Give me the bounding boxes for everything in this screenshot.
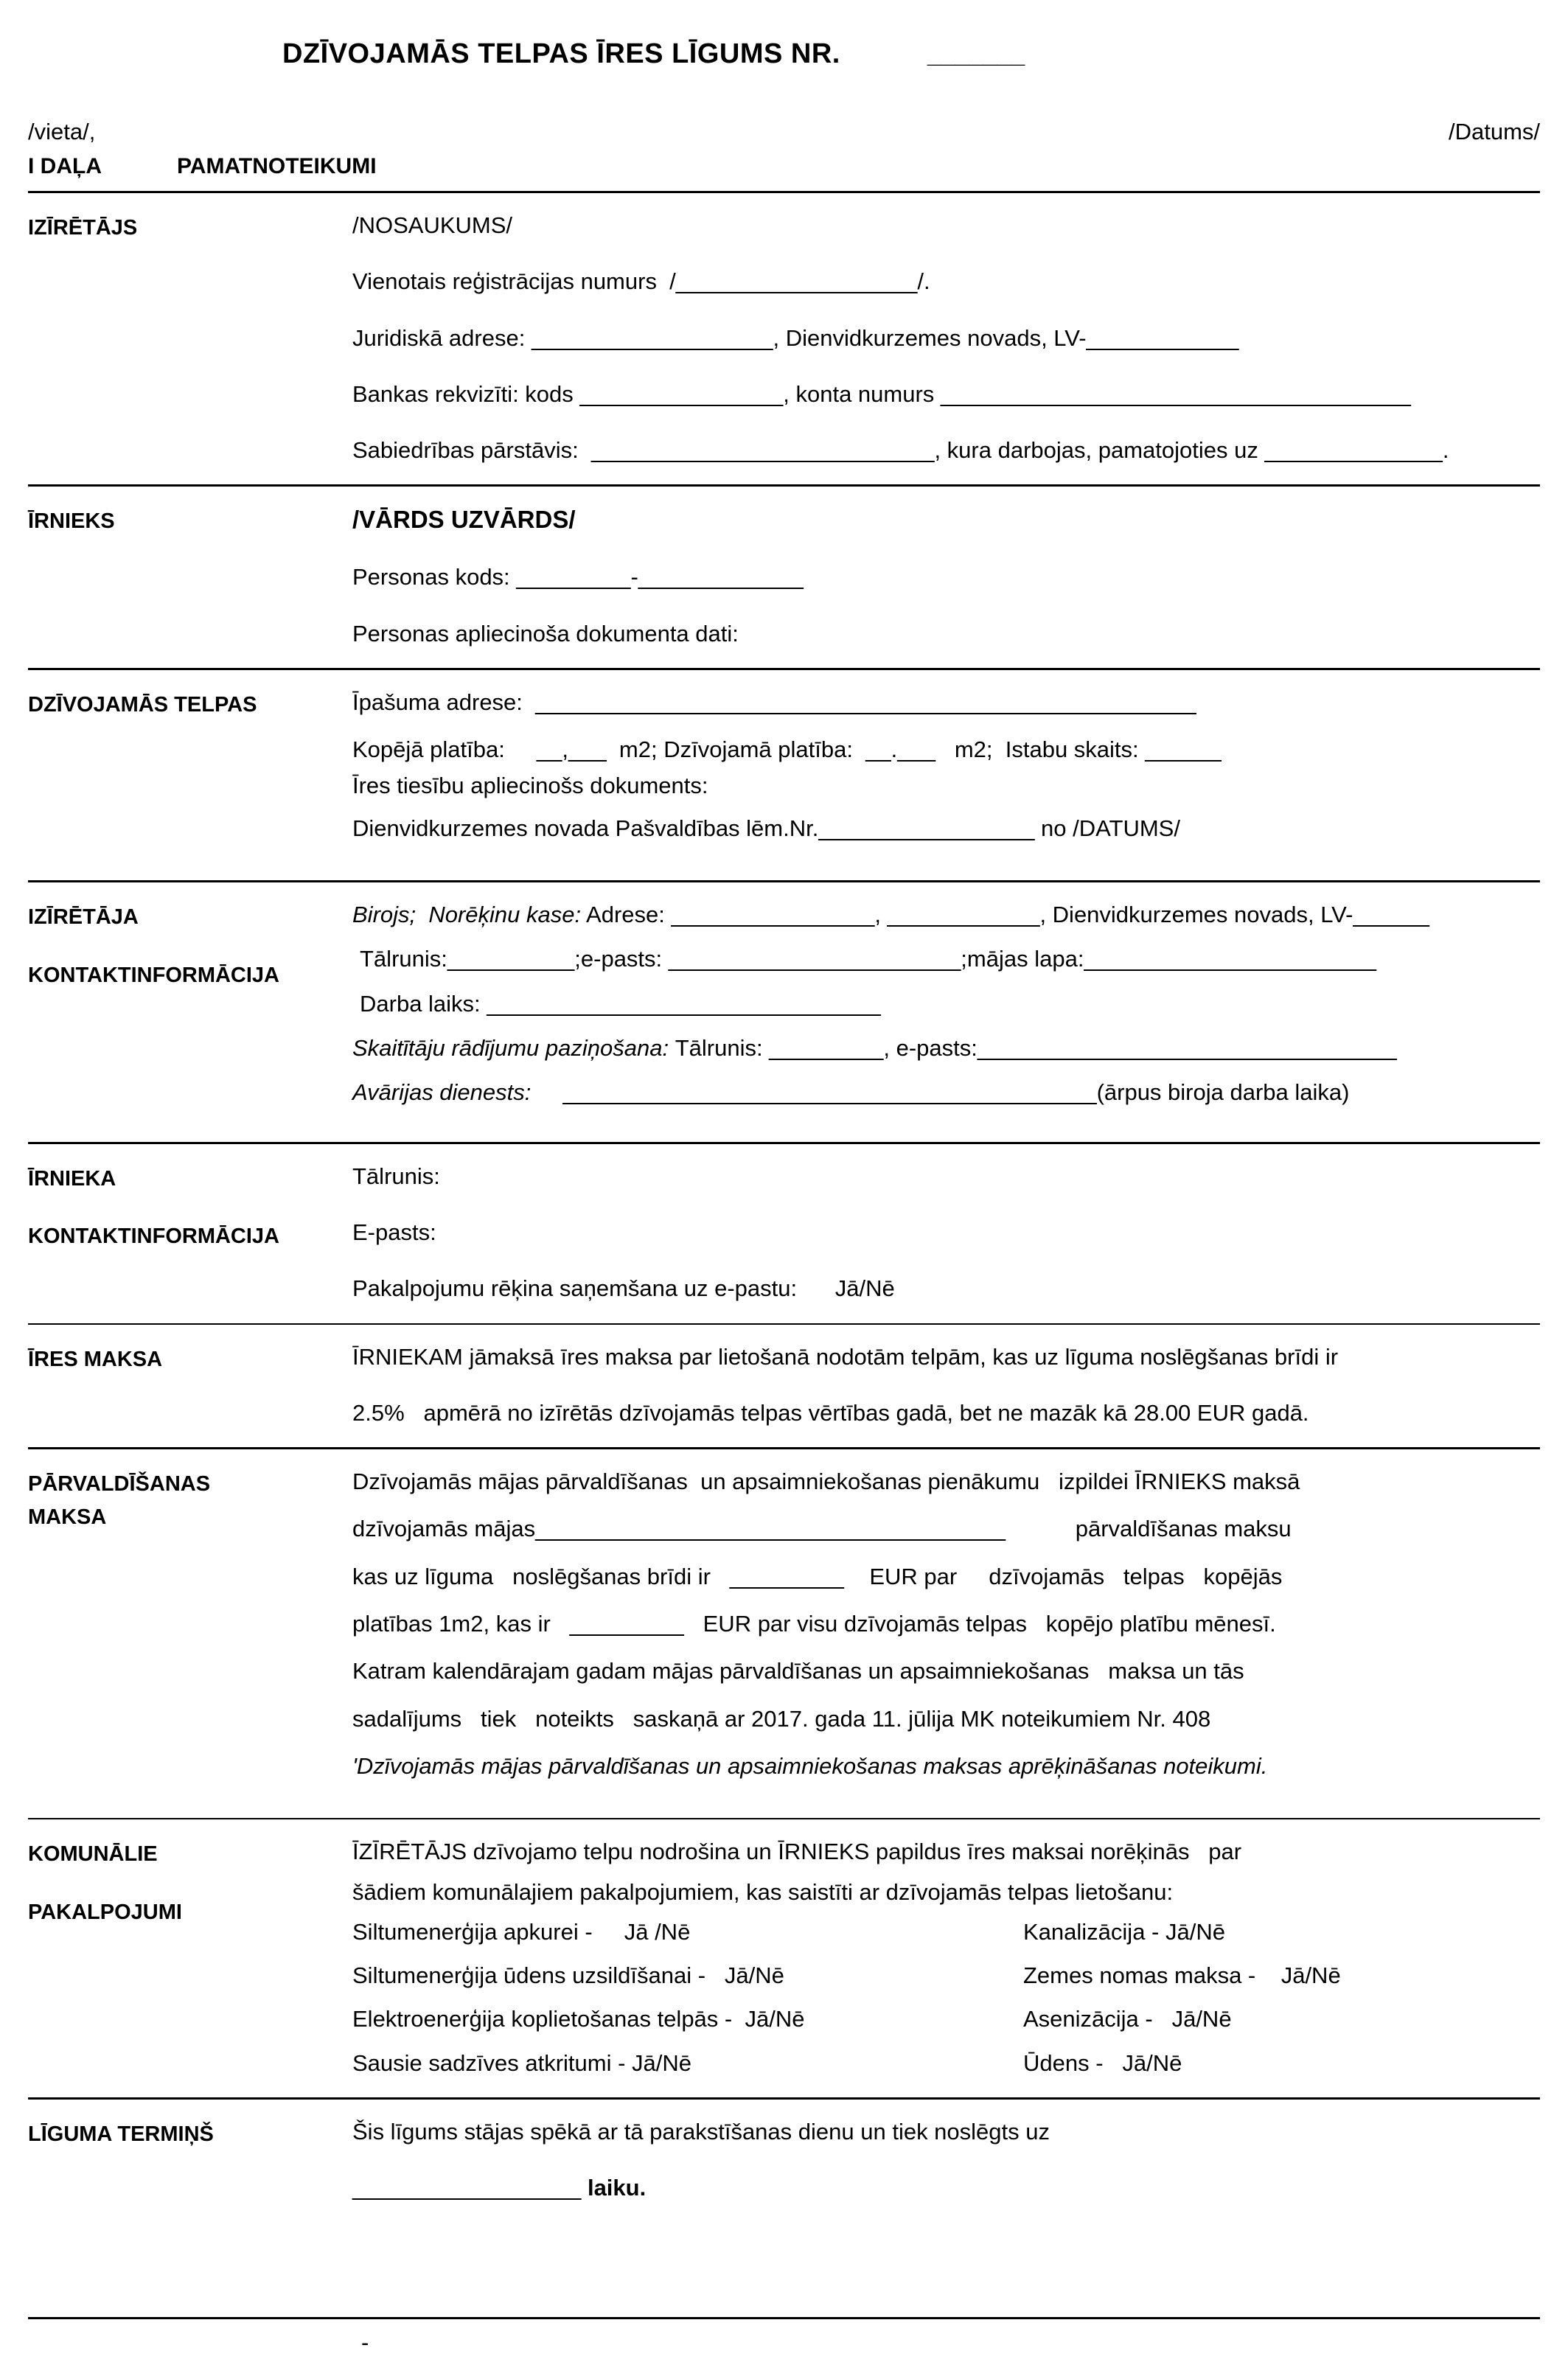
premises-decision-line: Dienvidkurzemes novada Pašvaldības lēm.Nr._________________ no /DATUMS/ (352, 815, 1180, 841)
landlord-bank-line: Bankas rekvizīti: kods ________________, konta numurs _____________________________________ (352, 380, 1411, 407)
rent-content (352, 1342, 1540, 1429)
management-regulation-line: 'Dzīvojamās mājas pārvaldīšanas un apsaimniekošanas maksas aprēķināšanas noteikumi. (352, 1752, 1268, 1779)
tenant-personal-code-line: Personas kods: _________-_____________ (352, 564, 804, 590)
section-label-rent: ĪRES MAKSA (28, 1347, 163, 1371)
landlord-name-line: /NOSAUKUMS/ (352, 212, 513, 238)
section-label-utilities (28, 1837, 352, 2078)
section-landlord-contact (28, 882, 1540, 1141)
meter-readings-rest-run: Tālrunis: _________, e-pasts:_________________________________ (675, 1035, 1397, 1062)
emergency-line (352, 1078, 1540, 1107)
utility-item-shared-electricity: Elektroenerģija koplietošanas telpās - Jā/Nē (352, 2006, 805, 2032)
tenant-contact-label-1: ĪRNIEKA (28, 1166, 116, 1191)
management-label-2: MAKSA (28, 1505, 107, 1529)
utility-item-water: Ūdens - Jā/Nē (1023, 2049, 1182, 2076)
bottom-spacer (28, 2223, 1540, 2317)
tenant-phone-line: Tālrunis: (352, 1163, 440, 1189)
meter-readings-line (352, 1034, 1540, 1063)
utilities-content (352, 1837, 1540, 2078)
section-label-premises: DZĪVOJAMĀS TELPAS (28, 692, 257, 717)
emergency-italic-run: Avārijas dienests: (352, 1079, 563, 1106)
utility-row (352, 2049, 1540, 2078)
utility-item-land-lease: Zemes nomas maksa - Jā/Nē (1023, 1962, 1341, 1989)
contract-number-blank: _______ (927, 41, 1025, 69)
contact-phone-line: Tālrunis:__________;e-pasts: _______________________;mājas lapa:_______________________ (360, 946, 1376, 972)
term-line-1: Šis līgums stājas spēkā ar tā parakstīšanas dienu un tiek noslēgts uz (352, 2118, 1050, 2145)
section-tenant (28, 487, 1540, 667)
utility-item-dry-waste: Sausie sadzīves atkritumi - Jā/Nē (352, 2049, 692, 2076)
tenant-email-line: E-pasts: (352, 1219, 436, 1245)
section-management-fee (28, 1449, 1540, 1818)
tenant-name-line: /VĀRDS UZVĀRDS/ (352, 506, 576, 534)
management-line-3: kas uz līguma noslēgšanas brīdi ir _________ EUR par dzīvojamās telpas kopējās (352, 1563, 1283, 1589)
section-rent (28, 1325, 1540, 1448)
office-rest-run: Adrese: ________________, ____________, Dienvidkurzemes novads, LV-______ (581, 902, 1429, 928)
premises-area-line: Kopējā platība: __,___ m2; Dzīvojamā platība: __.___ m2; Istabu skaits: ______ (352, 736, 1222, 763)
rent-line-2: 2.5% apmērā no izīrētās dzīvojamās telpas vērtības gadā, bet ne mazāk kā 28.00 EUR gadā. (352, 1399, 1309, 1426)
part-label: I DAĻA (28, 154, 102, 178)
utility-row (352, 2004, 1540, 2034)
landlord-contact-label-2: KONTAKTINFORMĀCIJA (28, 963, 279, 987)
section-label-landlord-contact (28, 900, 352, 1122)
premises-doc-line: Īres tiesību apliecinošs dokuments: (352, 772, 708, 798)
management-label-1: PĀRVALDĪŠANAS (28, 1472, 211, 1497)
section-label-management-fee (28, 1467, 352, 1799)
utilities-label-1: KOMUNĀLIE (28, 1842, 158, 1867)
term-bold-run: laiku. (587, 2175, 647, 2201)
section-term (28, 2100, 1540, 2223)
management-line-4: platības 1m2, kas ir _________ EUR par visu dzīvojamās telpas kopējo platību mēnesī. (352, 1611, 1276, 1637)
section-utilities (28, 1819, 1540, 2097)
term-line-2 (352, 2173, 1540, 2203)
meta-row (28, 119, 1540, 145)
utility-item-heating: Siltumenerģija apkurei - Jā /Nē (352, 1918, 691, 1945)
premises-address-line: Īpašuma adrese: ____________________________________________________ (352, 689, 1196, 715)
rent-line-1: ĪRNIEKAM jāmaksā īres maksa par lietošanā nodotām telpām, kas uz līguma noslēgšanas brīdi ir (352, 1343, 1339, 1370)
working-hours-line: Darba laiks: _______________________________ (360, 990, 881, 1017)
landlord-contact-label-1: IZĪRĒTĀJA (28, 905, 139, 930)
section-landlord (28, 193, 1540, 484)
tenant-invoice-line: Pakalpojumu rēķina saņemšana uz e-pastu: Jā/Nē (352, 1275, 895, 1302)
place-placeholder: /vieta/, (28, 119, 96, 144)
utility-item-cesspit: Asenizācija - Jā/Nē (1023, 2006, 1232, 2032)
utilities-intro-1: ĪZĪRĒTĀJS dzīvojamo telpu nodrošina un ĪRNIEKS papildus īres maksai norēķinās par (352, 1839, 1242, 1865)
tenant-id-doc-line: Personas apliecinoša dokumenta dati: (352, 620, 739, 647)
office-line (352, 900, 1540, 930)
part-heading (28, 154, 1540, 191)
management-fee-content (352, 1467, 1540, 1799)
tenant-contact-content (352, 1162, 1540, 1304)
term-blank-run: __________________ (352, 2175, 588, 2201)
landlord-address-line: Juridiskā adrese: ___________________, Dienvidkurzemes novads, LV-____________ (352, 324, 1239, 351)
utilities-intro-2: šādiem komunālajiem pakalpojumiem, kas saistīti ar dzīvojamās telpas lietošanu: (352, 1878, 1174, 1905)
landlord-contact-content (352, 900, 1540, 1122)
section-label-term: LĪGUMA TERMIŅŠ (28, 2122, 214, 2146)
landlord-reg-line: Vienotais reģistrācijas numurs /___________________/. (352, 268, 930, 295)
meter-readings-italic-run: Skaitītāju rādījumu paziņošana: (352, 1035, 675, 1062)
section-label-landlord: IZĪRĒTĀJS (28, 216, 138, 240)
premises-content (352, 688, 1540, 861)
title-row (282, 38, 1540, 70)
section-premises (28, 670, 1540, 880)
management-line-2: dzīvojamās mājas_____________________________________ pārvaldīšanas maksu (352, 1516, 1292, 1542)
section-label-tenant: ĪRNIEKS (28, 509, 115, 534)
utility-row (352, 1961, 1540, 1990)
term-content (352, 2117, 1540, 2204)
landlord-content (352, 211, 1540, 465)
tenant-contact-label-2: KONTAKTINFORMĀCIJA (28, 1224, 279, 1249)
tenant-content (352, 504, 1540, 648)
landlord-representative-line: Sabiedrības pārstāvis: ___________________________, kura darbojas, pamatojoties uz ______________. (352, 437, 1449, 464)
utility-item-sewerage: Kanalizācija - Jā/Nē (1023, 1918, 1225, 1945)
management-line-5: Katram kalendārajam gadam mājas pārvaldīšanas un apsaimniekošanas maksa un tās (352, 1658, 1244, 1685)
footer-dash: - (361, 2329, 369, 2355)
utility-item-water-heating: Siltumenerģija ūdens uzsildīšanai - Jā/Nē (352, 1962, 784, 1989)
management-line-1: Dzīvojamās mājas pārvaldīšanas un apsaimniekošanas pienākumu izpildei ĪRNIEKS maksā (352, 1469, 1300, 1495)
section-label-tenant-contact (28, 1162, 352, 1304)
page-title: DZĪVOJAMĀS TELPAS ĪRES LĪGUMS NR. (282, 38, 840, 69)
utilities-label-2: PAKALPOJUMI (28, 1901, 182, 1924)
utility-row (352, 1917, 1540, 1947)
section-tenant-contact (28, 1144, 1540, 1323)
management-line-6: sadalījums tiek noteikts saskaņā ar 2017. gada 11. jūlija MK noteikumiem Nr. 408 (352, 1705, 1211, 1732)
divider (28, 2317, 1540, 2319)
emergency-rest-run: __________________________________________(ārpus biroja darba laika) (562, 1079, 1350, 1106)
office-italic-run: Birojs; Norēķinu kase: (352, 902, 582, 928)
part-title: PAMATNOTEIKUMI (177, 154, 377, 178)
date-placeholder: /Datums/ (1448, 119, 1540, 144)
